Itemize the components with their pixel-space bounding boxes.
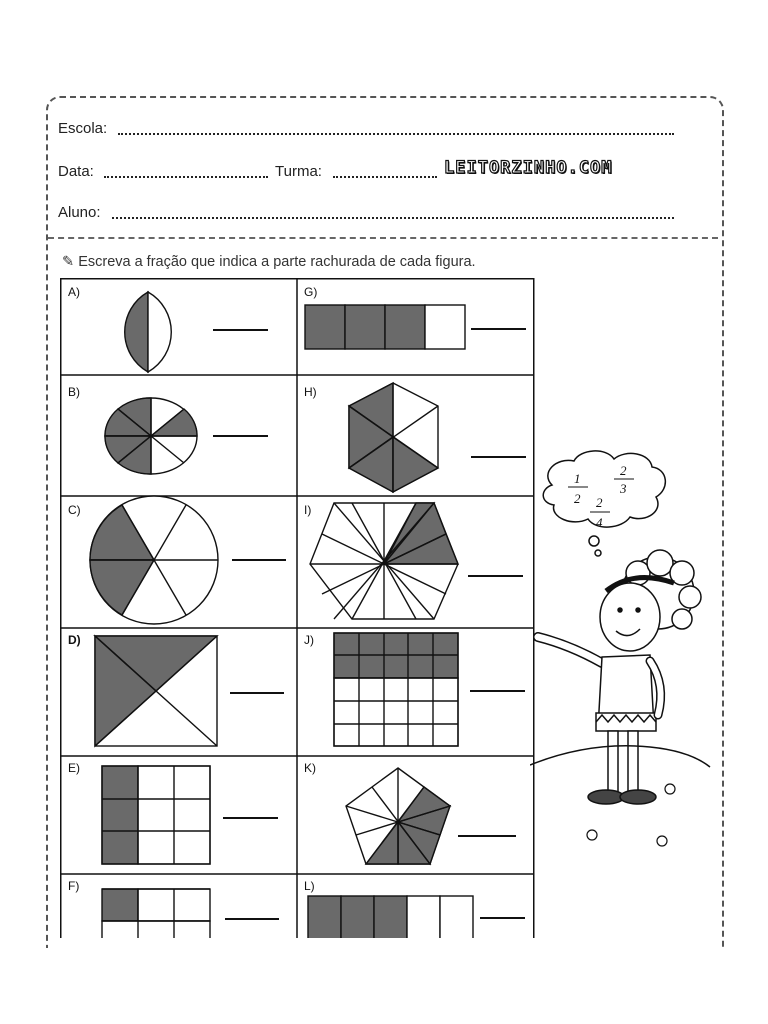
figure-i-hexagon (310, 503, 458, 619)
class-label: Turma: (275, 163, 322, 180)
exercise-label-l: L) (304, 879, 315, 893)
figure-c-circle-sixths (90, 496, 218, 624)
thought-cloud (543, 451, 665, 527)
svg-text:2: 2 (596, 495, 603, 510)
svg-text:1: 1 (574, 471, 581, 486)
ground-line (530, 746, 710, 767)
school-label: Escola: (58, 120, 108, 137)
figure-k-pentagon (346, 768, 450, 864)
exercise-label-g: G) (304, 285, 318, 299)
student-field[interactable] (112, 217, 674, 219)
exercise-label-f: F) (68, 879, 80, 893)
figure-a-circle-halves (125, 292, 172, 372)
header-separator (48, 237, 718, 239)
site-logo: LEITORZINHO.COM (444, 158, 613, 178)
svg-text:2: 2 (574, 491, 581, 506)
character-illustration (530, 445, 720, 855)
exercise-label-i: I) (304, 503, 312, 517)
exercise-label-h: H) (304, 385, 317, 399)
instruction (62, 254, 476, 270)
svg-text:3: 3 (620, 481, 627, 496)
face (600, 583, 660, 651)
exercise-label-k: K) (304, 761, 316, 775)
figure-h-hexagon (349, 383, 438, 492)
child-figure (538, 550, 701, 804)
svg-text:4: 4 (596, 515, 603, 530)
school-field[interactable] (118, 133, 674, 135)
instruction-text: Escreva a fração que indica a parte rachurada de cada figura. (78, 254, 476, 270)
right-shoe (620, 790, 656, 804)
exercise-label-a: A) (68, 285, 80, 299)
exercise-label-e: E) (68, 761, 80, 775)
exercise-label-b: B) (68, 385, 80, 399)
figure-j-grid (334, 633, 458, 746)
right-leg (628, 731, 638, 793)
exercise-label-d: D) (68, 633, 81, 647)
figure-g-bar (305, 305, 465, 349)
figure-l-bar (308, 896, 473, 938)
exercise-label-j: J) (304, 633, 314, 647)
figure-d-square (95, 636, 217, 746)
exercise-label-c: C) (68, 503, 81, 517)
left-shoe (588, 790, 624, 804)
figure-e-grid (102, 766, 210, 864)
exercise-grid (60, 278, 536, 938)
date-field[interactable] (104, 176, 268, 178)
left-leg (608, 731, 618, 793)
date-label: Data: (58, 163, 94, 180)
svg-text:2: 2 (620, 463, 627, 478)
thought-bubble (595, 550, 601, 556)
figure-b-circle-eighths (105, 398, 197, 474)
thought-bubble (589, 536, 599, 546)
figure-f-grid (102, 889, 210, 938)
class-field[interactable] (333, 176, 437, 178)
pencil-icon: ✎ (62, 254, 79, 270)
student-label: Aluno: (58, 204, 101, 221)
